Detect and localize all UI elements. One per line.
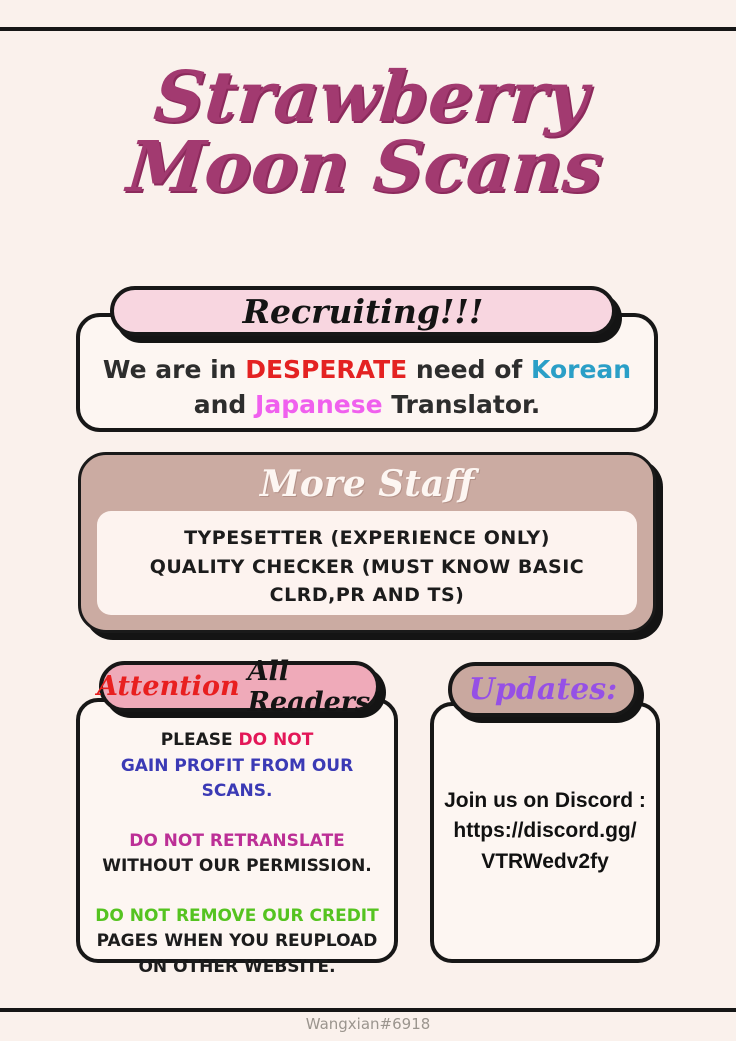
recruiting-text-desperate: DESPERATE bbox=[245, 355, 408, 384]
title-line-2: Moon Scans bbox=[123, 125, 607, 208]
attention-please: PLEASE bbox=[160, 730, 239, 750]
attention-header-pill bbox=[96, 655, 383, 718]
attention-donot-2: DO NOT RETRANSLATE bbox=[129, 830, 345, 851]
attention-header-word: Attention bbox=[96, 671, 240, 702]
recruiting-header-pill bbox=[110, 286, 616, 336]
attention-donot-1: DO NOT bbox=[238, 730, 314, 750]
attention-reupload: PAGES WHEN YOU REUPLOAD ON OTHER WEBSITE. bbox=[96, 931, 378, 977]
page-title bbox=[0, 55, 736, 208]
discord-invite-text: Join us on Discord : bbox=[444, 789, 646, 812]
attention-donot-3: DO NOT REMOVE OUR CREDIT bbox=[95, 905, 379, 926]
recruiting-text-korean: Korean bbox=[531, 355, 632, 384]
attention-header-rest: All Readers! bbox=[247, 655, 383, 718]
footer-credit: Wangxian#6918 bbox=[305, 1015, 431, 1033]
recruiting-text-japanese: Japanese bbox=[255, 390, 383, 419]
recruiting-text-need: need of bbox=[407, 355, 523, 384]
more-staff-line-1: TYPESETTER (EXPERIENCE ONLY) bbox=[184, 527, 550, 549]
recruiting-text-translator: Translator. bbox=[382, 390, 541, 419]
attention-body bbox=[76, 728, 398, 1004]
recruiting-body bbox=[76, 352, 658, 422]
top-divider bbox=[0, 27, 736, 31]
recruiting-text-and: and bbox=[193, 390, 256, 419]
discord-link-code[interactable]: VTRWedv2fy bbox=[481, 849, 609, 873]
attention-rule-retranslate bbox=[90, 829, 384, 880]
more-staff-header: More Staff bbox=[260, 463, 474, 505]
recruiting-header-label: Recruiting!!! bbox=[242, 291, 484, 331]
more-staff-panel bbox=[97, 511, 637, 615]
more-staff-card bbox=[78, 452, 656, 633]
discord-link[interactable]: https://discord.gg/ bbox=[453, 819, 637, 843]
recruiting-text-we: We are in bbox=[102, 355, 246, 384]
updates-header-pill bbox=[448, 662, 638, 717]
title-line-1: Strawberry bbox=[150, 55, 592, 138]
bottom-divider bbox=[0, 1008, 736, 1012]
attention-rule-profit bbox=[90, 728, 384, 805]
attention-rule-credit bbox=[90, 904, 384, 981]
updates-body bbox=[430, 786, 660, 877]
attention-profit-line: GAIN PROFIT FROM OUR SCANS. bbox=[120, 755, 354, 801]
more-staff-line-2: QUALITY CHECKER (MUST KNOW BASIC bbox=[149, 555, 585, 578]
more-staff-text bbox=[97, 511, 637, 610]
recruiting-line-1 bbox=[103, 355, 531, 384]
more-staff-line-3: CLRD,PR AND TS) bbox=[269, 584, 465, 606]
updates-header-label: Updates: bbox=[468, 672, 618, 707]
attention-permission: WITHOUT OUR PERMISSION. bbox=[102, 856, 372, 876]
